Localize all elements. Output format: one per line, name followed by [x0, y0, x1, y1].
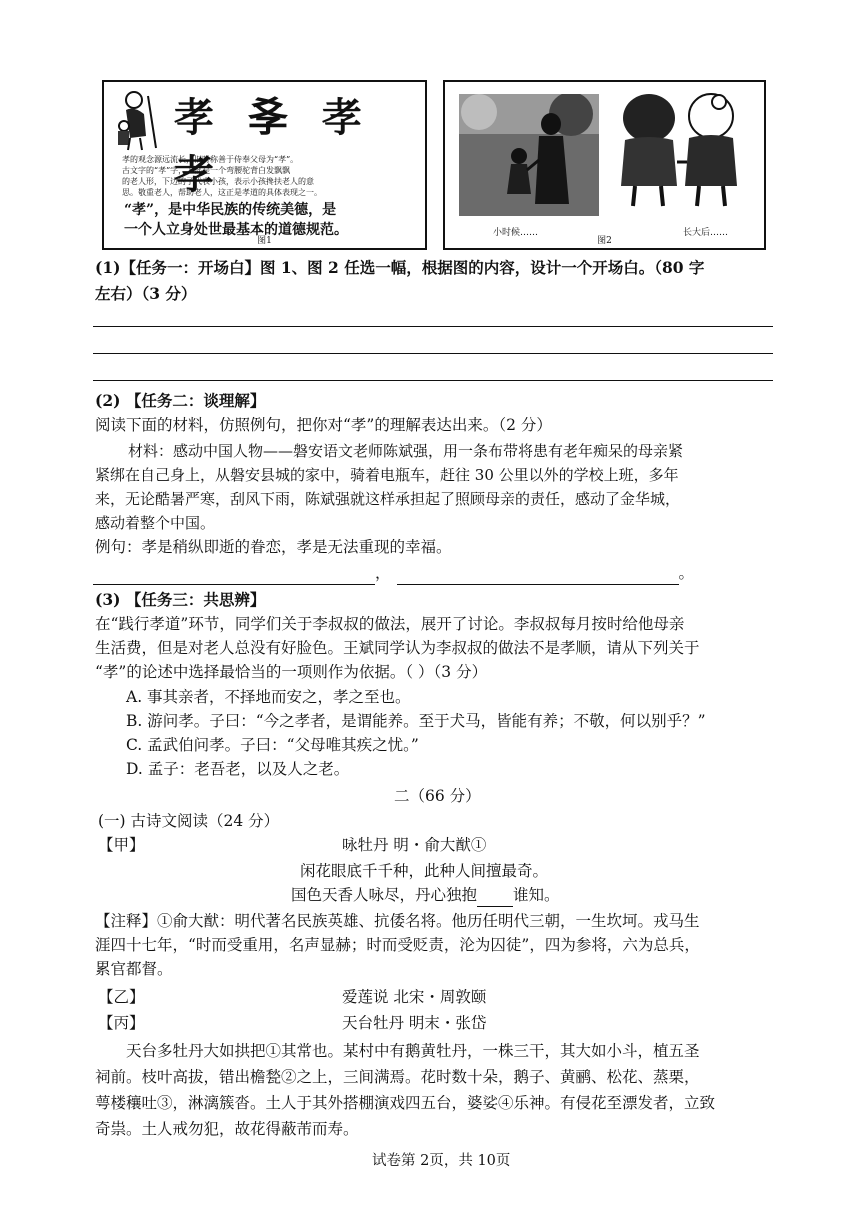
section-heading: (一) 古诗文阅读（24 分） — [98, 812, 280, 830]
xiao-calligraphy: 孝 𡥈 孝 孝 — [174, 94, 372, 198]
figure1-statement: “孝”，是中华民族的传统美德，是 一个人立身处世最基本的道德规范。 — [124, 202, 348, 238]
figure-1 — [102, 80, 427, 250]
answer-line[interactable] — [93, 326, 773, 327]
label-grown-up: 长大后…… — [683, 228, 729, 238]
option-d: D. 孟子：老吾老，以及人之老。 — [126, 760, 350, 778]
q3-line: “孝”的论述中选择最恰当的一项则作为依据。（ ）（3 分） — [95, 663, 488, 681]
note-line: 涯四十七年，“时而受重用，名声显赫；时而受贬责，沦为囚徒”，四为参将，六为总兵， — [95, 936, 700, 954]
label-childhood: 小时候…… — [493, 228, 539, 238]
prose-line: 萼楼穰吐③，淋漓簇沓。土人于其外搭棚演戏四五台，婆娑④乐神。有侵花至漂发者，立致 — [95, 1094, 716, 1112]
yi-label: 【乙】 — [98, 988, 145, 1006]
poem-blank[interactable] — [477, 884, 513, 907]
q2-instruction: 阅读下面的材料，仿照例句，把你对“孝”的理解表达出来。（2 分） — [95, 416, 552, 434]
answer-blank[interactable] — [397, 562, 679, 585]
q2-title: (2) 【任务二：谈理解】 — [95, 391, 266, 410]
q2-example: 例句：孝是稍纵即逝的眷恋，孝是无法重现的幸福。 — [95, 538, 452, 556]
prose-line: 天台多牡丹大如拱把①其常也。某村中有鹅黄牡丹，一株三干，其大如小斗，植五圣 — [126, 1042, 700, 1060]
poem-line: 国色天香人咏尽，丹心独抱 谁知。 — [291, 884, 560, 907]
answer-line[interactable] — [93, 380, 773, 381]
q2-material-line: 紧绑在自己身上，从磐安县城的家中，骑着电瓶车，赶往 30 公里以外的学校上班，多年 — [95, 466, 679, 484]
q1-line2: 左右）（3 分） — [95, 284, 197, 303]
answer-line[interactable] — [93, 353, 773, 354]
jia-title: 咏牡丹 明・俞大猷① — [342, 836, 487, 854]
bing-title: 天台牡丹 明末・张岱 — [342, 1014, 487, 1032]
yi-title: 爱莲说 北宋・周敦颐 — [342, 988, 487, 1006]
figure1-caption: 图1 — [257, 236, 272, 246]
figure-2 — [443, 80, 766, 250]
option-c: C. 孟武伯问孝。子曰：“父母唯其疾之忧。” — [126, 736, 419, 754]
page-footer: 试卷第 2页，共 10页 — [372, 1153, 511, 1169]
poem-line: 闲花眼底千千种，此种人间擅最奇。 — [300, 862, 549, 880]
q2-material-line: 来，无论酷暑严寒，刮风下雨，陈斌强就这样承担起了照顾母亲的责任，感动了金华城， — [95, 490, 681, 508]
q2-answer-row: ， 。 — [93, 562, 694, 585]
prose-line: 奇祟。土人戒勿犯，故花得蔽芾而寿。 — [95, 1120, 359, 1138]
option-a: A. 事其亲者，不择地而安之，孝之至也。 — [126, 688, 411, 706]
note-line: 累官都督。 — [95, 960, 173, 978]
jia-label: 【甲】 — [98, 836, 145, 854]
grown-up-cartoon — [607, 90, 761, 216]
answer-blank[interactable] — [93, 562, 375, 585]
q1-line1: (1)【任务一：开场白】图 1、图 2 任选一幅，根据图的内容，设计一个开场白。（80 字 — [95, 258, 705, 277]
figure1-description: 孝的观念源远流长，旧时称善于侍奉父母为“孝”。 古文字的“孝”字，上部是一个弯腰驼背白发飘飘 的老人形，下边的子代表小孩，表示小孩搀扶老人的意 思。敬重老人，帮助老人，这正是孝道的具体表现之一。 — [122, 155, 322, 197]
option-b: B. 游问孝。子曰：“今之孝者，是谓能养。至于犬马，皆能有养；不敬，何以别乎？” — [126, 712, 706, 730]
elder-child-illustration — [112, 88, 168, 152]
childhood-photo — [459, 94, 599, 216]
figure2-caption: 图2 — [597, 236, 612, 246]
q3-title: (3) 【任务三：共思辨】 — [95, 590, 266, 609]
q3-line: 生活费，但是对老人总没有好脸色。王斌同学认为李叔叔的做法不是孝顺，请从下列关于 — [95, 639, 700, 657]
q3-line: 在“践行孝道”环节，同学们关于李叔叔的做法，展开了讨论。李叔叔每月按时给他母亲 — [95, 615, 685, 633]
bing-label: 【丙】 — [98, 1014, 145, 1032]
prose-line: 祠前。枝叶高拔，错出檐甃②之上，三间满焉。花时数十朵，鹅子、黄鹂、松花、蒸栗， — [95, 1068, 700, 1086]
part2-heading: 二（66 分） — [394, 787, 481, 805]
q2-material-line: 感动着整个中国。 — [95, 514, 216, 532]
note-line: 【注释】①俞大猷：明代著名民族英雄、抗倭名将。他历任明代三朝，一生坎坷。戎马生 — [95, 912, 700, 930]
q2-material-line: 材料：感动中国人物——磐安语文老师陈斌强，用一条布带将患有老年痴呆的母亲紧 — [128, 442, 684, 460]
